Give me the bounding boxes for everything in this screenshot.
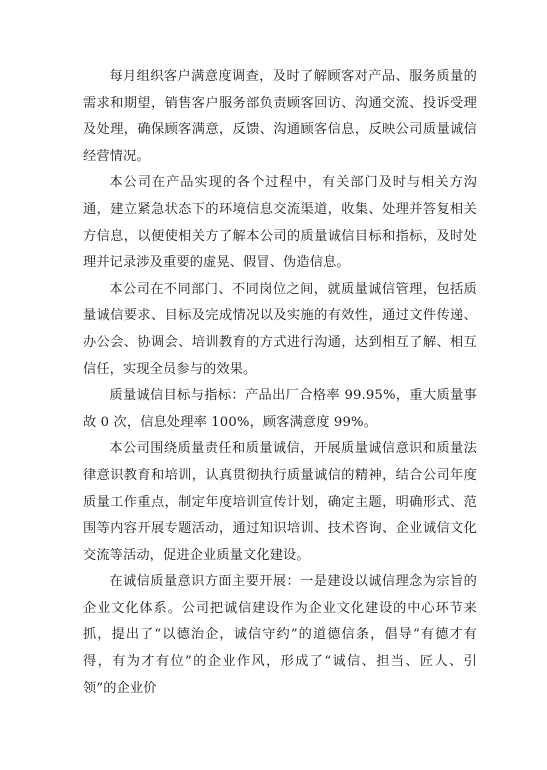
paragraph-internal-communication: 本公司在不同部门、不同岗位之间，就质量诚信管理，包括质量诚信要求、目标及完成情况以及实施的有效性，通过文件传递、办公会、协调会、培训教育的方式进行沟通，达到相互了解、相互信任，实现全员参与的效果。 <box>83 281 477 377</box>
paragraph-external-communication: 本公司在产品实现的各个过程中，有关部门及时与相关方沟通，建立紧急状态下的环境信息交流渠道，收集、处理并答复相关方信息，以便使相关方了解本公司的质量诚信目标和指标，及时处理并记录涉及重要的虚晃、假冒、伪造信息。 <box>83 175 477 271</box>
paragraph-customer-survey: 每月组织客户满意度调查，及时了解顾客对产品、服务质量的需求和期望，销售客户服务部负责顾客回访、沟通交流、投诉受理及处理，确保顾客满意，反馈、沟通顾客信息，反映公司质量诚信经营情况。 <box>83 69 477 164</box>
paragraph-integrity-culture: 在诚信质量意识方面主要开展：一是建设以诚信理念为宗旨的企业文化体系。公司把诚信建设作为企业文化建设的中心环节来抓，提出了“以德治企，诚信守约”的道德信条，倡导“有德才有得，有为才有位”的企业作风，形成了“诚信、担当、匠人、引领”的企业价 <box>83 574 477 696</box>
paragraph-quality-targets: 质量诚信目标与指标：产品出厂合格率 99.95%，重大质量事故 0 次，信息处理率 100%，顾客满意度 99%。 <box>83 388 477 430</box>
paragraph-training: 本公司围绕质量责任和质量诚信，开展质量诚信意识和质量法律意识教育和培训，认真贯彻执行质量诚信的精神，结合公司年度质量工作重点，制定年度培训宣传计划，确定主题，明确形式、范围等内容开展专题活动，通过知识培训、技术咨询、企业诚信文化交流等活动，促进企业质量文化建设。 <box>83 441 477 563</box>
